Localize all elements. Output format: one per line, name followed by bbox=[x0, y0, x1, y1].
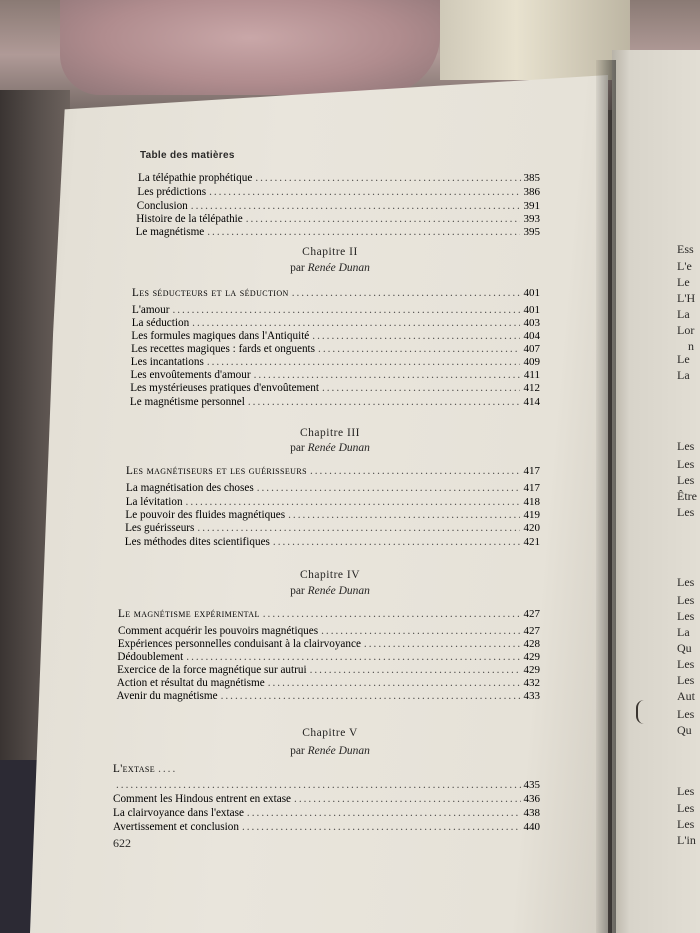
dot-leader bbox=[321, 625, 520, 638]
entry-title: La séduction bbox=[131, 317, 190, 329]
entry-title: La lévitation bbox=[125, 496, 183, 508]
toc-entry bbox=[125, 509, 540, 522]
right-page-fragment: Les bbox=[677, 457, 695, 471]
dot-leader bbox=[288, 509, 520, 522]
entry-title: Expériences personnelles conduisant à la clairvoyance bbox=[117, 638, 361, 650]
page-gutter-shadow bbox=[596, 60, 616, 933]
dot-leader bbox=[247, 807, 521, 820]
toc-entry bbox=[136, 226, 540, 239]
right-page-fragment: Les bbox=[677, 707, 695, 721]
entry-page-number: 433 bbox=[523, 690, 540, 702]
right-page-fragment: La bbox=[677, 625, 690, 639]
chapter-author: par Renée Dunan bbox=[290, 585, 370, 597]
entry-title: Avertissement et conclusion bbox=[113, 821, 239, 833]
dot-leader bbox=[242, 821, 521, 834]
toc-entry bbox=[117, 677, 540, 690]
toc-entry bbox=[118, 638, 540, 651]
entry-title: Les séducteurs et la séduction bbox=[132, 287, 289, 299]
entry-title: La magnétisation des choses bbox=[126, 482, 254, 494]
entry-page-number: 401 bbox=[523, 304, 540, 316]
entry-page-number: 385 bbox=[523, 172, 540, 184]
toc-entry bbox=[131, 330, 540, 343]
toc-entry bbox=[131, 343, 540, 356]
dot-leader bbox=[255, 172, 520, 185]
entry-title: Les recettes magiques : fards et onguents bbox=[131, 343, 316, 355]
dot-leader bbox=[197, 522, 520, 535]
entry-page-number: 417 bbox=[523, 465, 540, 477]
entry-page-number: 409 bbox=[523, 356, 540, 368]
entry-page-number: 429 bbox=[523, 664, 540, 676]
right-page-fragment: Les bbox=[677, 657, 695, 671]
right-page-fragment: Les bbox=[677, 801, 695, 815]
entry-title: Les envoûtements d'amour bbox=[130, 369, 251, 381]
entry-title: Conclusion bbox=[136, 200, 188, 212]
dot-leader bbox=[257, 482, 521, 495]
entry-page-number: 418 bbox=[523, 496, 540, 508]
entry-page-number: 386 bbox=[523, 186, 540, 198]
entry-title: Comment acquérir les pouvoirs magnétiques bbox=[118, 625, 319, 637]
entry-page-number: 420 bbox=[523, 522, 540, 534]
entry-title: Les guérisseurs bbox=[125, 522, 195, 534]
dot-leader bbox=[186, 651, 520, 664]
right-page-fragment: L'in bbox=[677, 833, 696, 847]
toc-entry bbox=[131, 369, 541, 382]
entry-page-number: 429 bbox=[523, 651, 540, 663]
entry-page-number: 435 bbox=[523, 779, 540, 791]
dot-leader bbox=[273, 536, 521, 549]
entry-title: Les formules magiques dans l'Antiquité bbox=[131, 330, 310, 342]
dot-leader bbox=[248, 396, 521, 409]
toc-entry bbox=[125, 522, 540, 535]
right-page-fragment: Ess bbox=[677, 242, 694, 256]
dot-leader bbox=[221, 690, 521, 703]
right-page-fragment: Les bbox=[677, 673, 695, 687]
right-page-fragment: L'H bbox=[677, 291, 696, 305]
dot-leader bbox=[364, 638, 521, 651]
bookmark-ribbon bbox=[636, 700, 648, 724]
toc-entry bbox=[117, 651, 540, 664]
chapter-section-heading bbox=[126, 465, 540, 478]
entry-title: Dédoublement bbox=[117, 651, 184, 663]
toc-entry bbox=[126, 482, 540, 495]
right-page-fragment: Être bbox=[677, 489, 697, 503]
entry-page-number: 421 bbox=[523, 536, 540, 548]
dot-leader bbox=[186, 496, 521, 509]
entry-page-number: 414 bbox=[523, 396, 540, 408]
dot-leader bbox=[263, 608, 521, 621]
entry-title: Les incantations bbox=[130, 356, 204, 368]
chapter-title: Chapitre V bbox=[302, 727, 358, 739]
toc-entry bbox=[130, 382, 540, 395]
entry-page-number: 417 bbox=[523, 482, 540, 494]
toc-entry bbox=[113, 779, 540, 792]
right-page-fragment: Le bbox=[677, 275, 690, 289]
toc-entry bbox=[136, 213, 540, 226]
dot-leader bbox=[292, 287, 521, 300]
dot-leader bbox=[268, 677, 521, 690]
entry-page-number: 404 bbox=[523, 330, 540, 342]
chapter-author: par Renée Dunan bbox=[290, 745, 370, 757]
dot-leader bbox=[207, 226, 520, 239]
entry-title: Action et résultat du magnétisme bbox=[116, 677, 265, 689]
right-page-fragment: Les bbox=[677, 609, 695, 623]
toc-entry bbox=[118, 625, 540, 638]
entry-page-number: 393 bbox=[523, 213, 540, 225]
dot-leader bbox=[318, 343, 520, 356]
entry-title: L'extase bbox=[113, 763, 156, 775]
entry-title: Exercice de la force magnétique sur autrui bbox=[117, 664, 307, 676]
dot-leader bbox=[254, 369, 521, 382]
chapter-author: par Renée Dunan bbox=[290, 442, 370, 454]
toc-entry bbox=[117, 690, 541, 703]
toc-entry bbox=[130, 396, 540, 409]
entry-title: Les prédictions bbox=[137, 186, 207, 198]
entry-page-number: 427 bbox=[523, 625, 540, 637]
entry-page-number: 391 bbox=[523, 200, 540, 212]
entry-title: La télépathie prophétique bbox=[138, 172, 253, 184]
toc-entry bbox=[132, 317, 540, 330]
chapter-section-heading bbox=[118, 608, 540, 621]
toc-entry bbox=[131, 356, 540, 369]
running-head: Table des matières bbox=[140, 150, 235, 161]
toc-entry bbox=[113, 807, 540, 820]
chapter-section-heading bbox=[132, 287, 540, 300]
page-number: 622 bbox=[113, 836, 131, 850]
right-page-fragment: Qu bbox=[677, 723, 692, 737]
entry-title: Le pouvoir des fluides magnétiques bbox=[125, 509, 286, 521]
right-page-fragment: Les bbox=[677, 817, 695, 831]
right-page-fragment: Qu bbox=[677, 641, 692, 655]
dot-leader bbox=[294, 793, 520, 806]
entry-page-number: 440 bbox=[523, 821, 540, 833]
toc-entry bbox=[113, 821, 540, 834]
right-page-fragment: Aut bbox=[677, 689, 695, 703]
right-page-fragment: Les bbox=[677, 505, 695, 519]
right-page-fragment: Les bbox=[677, 784, 695, 798]
dot-leader bbox=[312, 330, 520, 343]
entry-title: Le magnétisme bbox=[135, 226, 205, 238]
entry-page-number: 401 bbox=[523, 287, 540, 299]
entry-title: La clairvoyance dans l'extase bbox=[113, 807, 244, 819]
toc-entry bbox=[132, 304, 540, 317]
right-page-fragment: Les bbox=[677, 439, 695, 453]
dot-leader bbox=[116, 779, 521, 792]
toc-entry bbox=[126, 496, 540, 509]
right-page-fragment: Les bbox=[677, 593, 695, 607]
entry-page-number: 432 bbox=[523, 677, 540, 689]
chapter-title: Chapitre IV bbox=[299, 569, 361, 581]
chapter-author: par Renée Dunan bbox=[290, 262, 370, 274]
entry-page-number: 419 bbox=[523, 509, 540, 521]
dot-leader bbox=[191, 200, 521, 213]
toc-entry bbox=[137, 200, 540, 213]
dot-leader bbox=[246, 213, 521, 226]
dot-leader bbox=[192, 317, 520, 330]
dot-leader bbox=[207, 356, 521, 369]
entry-page-number: 407 bbox=[523, 343, 540, 355]
toc-entry bbox=[138, 172, 540, 185]
entry-page-number: 438 bbox=[523, 807, 540, 819]
background-sweater bbox=[60, 0, 440, 95]
entry-page-number: 436 bbox=[523, 793, 540, 805]
entry-title: Les magnétiseurs et les guérisseurs bbox=[126, 465, 307, 477]
right-page-fragment: L'e bbox=[677, 259, 692, 273]
entry-title: Les mystérieuses pratiques d'envoûtement bbox=[130, 382, 319, 394]
chapter-section-heading bbox=[113, 763, 540, 776]
dot-leader bbox=[310, 465, 521, 478]
toc-entry bbox=[125, 536, 540, 549]
entry-page-number: 395 bbox=[523, 226, 540, 238]
entry-title: Avenir du magnétisme bbox=[116, 690, 218, 702]
entry-page-number: 412 bbox=[523, 382, 540, 394]
entry-title: Le magnétisme personnel bbox=[129, 396, 245, 408]
entry-title: Le magnétisme expérimental bbox=[118, 608, 260, 620]
entry-page-number: 403 bbox=[523, 317, 540, 329]
entry-title: L'amour bbox=[132, 304, 170, 316]
entry-title: Comment les Hindous entrent en extase bbox=[113, 793, 292, 805]
right-page-fragment: Le bbox=[677, 352, 690, 366]
entry-title: Histoire de la télépathie bbox=[136, 213, 243, 225]
dot-leader bbox=[209, 186, 520, 199]
chapter-title: Chapitre II bbox=[302, 246, 358, 258]
toc-entry bbox=[137, 186, 540, 199]
right-page-fragment: Lor bbox=[677, 323, 695, 337]
right-page-fragment: n bbox=[688, 339, 694, 353]
toc-entry bbox=[117, 664, 540, 677]
entry-title: Les méthodes dites scientifiques bbox=[124, 536, 270, 548]
right-page-fragment: Les bbox=[677, 473, 695, 487]
entry-page-number: 411 bbox=[523, 369, 540, 381]
entry-page-number: 428 bbox=[523, 638, 540, 650]
right-page-fragment: La bbox=[677, 307, 690, 321]
dot-leader bbox=[322, 382, 521, 395]
right-page-fragment: La bbox=[677, 368, 690, 382]
right-page-fragment: Les bbox=[677, 575, 695, 589]
entry-page-number: 427 bbox=[523, 608, 540, 620]
chapter-title: Chapitre III bbox=[300, 427, 360, 439]
dot-leader bbox=[172, 304, 520, 317]
toc-entry bbox=[113, 793, 540, 806]
dot-leader bbox=[158, 763, 178, 776]
dot-leader bbox=[310, 664, 521, 677]
